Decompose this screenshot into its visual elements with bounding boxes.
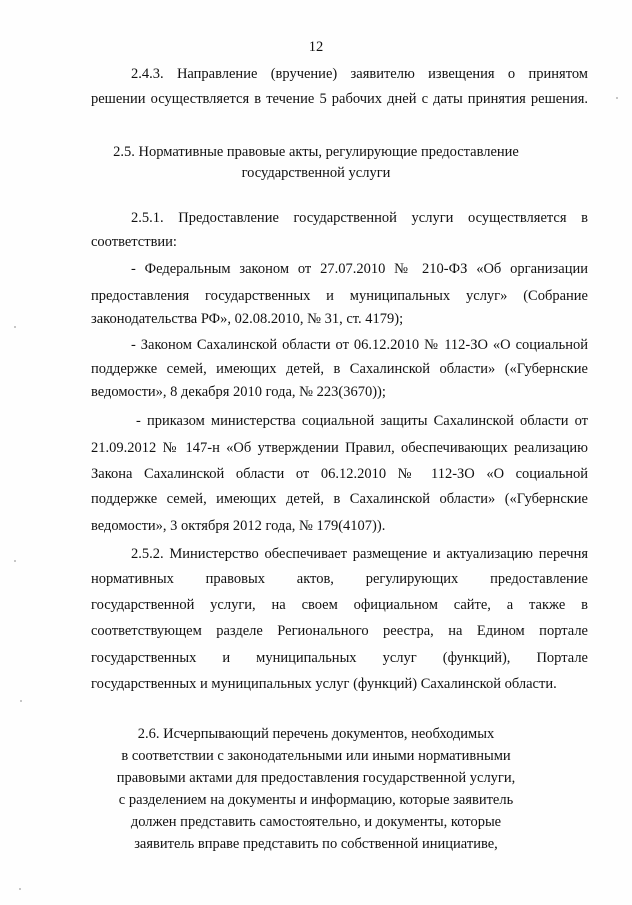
scan-speck xyxy=(20,700,22,702)
law-2-line-3: ведомости», 8 декабря 2010 года, № 223(3670)); xyxy=(91,384,386,400)
section-2-5-heading-line-1: 2.5. Нормативные правовые акты, регулирующие предоставление xyxy=(113,144,519,160)
paragraph-2-5-2-line-2: нормативных правовых актов, регулирующих предоставление xyxy=(91,571,588,587)
section-2-6-heading-line-1: 2.6. Исчерпывающий перечень документов, необходимых xyxy=(137,726,495,742)
paragraph-2-5-2-line-1: 2.5.2. Министерство обеспечивает размещение и актуализацию перечня xyxy=(131,546,588,562)
law-2-line-1: - Законом Сахалинской области от 06.12.2010 № 112-ЗО «О социальной xyxy=(131,337,588,353)
section-2-6-heading-line-5: должен представить самостоятельно, и документы, которые xyxy=(130,814,502,830)
page-number: 12 xyxy=(308,39,324,55)
law-3-line-2: 21.09.2012 № 147-н «Об утверждении Правил, обеспечивающих реализацию xyxy=(91,440,588,456)
law-3-line-1: - приказом министерства социальной защиты Сахалинской области от xyxy=(136,413,588,429)
section-2-6-heading-line-3: правовыми актами для предоставления государственной услуги, xyxy=(116,770,516,786)
paragraph-2-5-2-line-4: соответствующем разделе Регионального реестра, на Едином портале xyxy=(91,623,588,639)
paragraph-2-4-3-line-2: решении осуществляется в течение 5 рабочих дней с даты принятия решения. xyxy=(91,91,588,107)
paragraph-2-5-1-line-2: соответствии: xyxy=(91,234,177,250)
section-2-6-heading-line-4: с разделением на документы и информацию, которые заявитель xyxy=(118,792,514,808)
law-3-line-5: ведомости», 3 октября 2012 года, № 179(4107)). xyxy=(91,518,386,534)
paragraph-2-5-2-line-6: государственных и муниципальных услуг (функций) Сахалинской области. xyxy=(91,676,557,692)
paragraph-2-5-2-line-3: государственной услуги, на своем официальном сайте, а также в xyxy=(91,597,588,613)
scan-speck xyxy=(14,560,16,562)
law-3-line-3: Закона Сахалинской области от 06.12.2010 № 112-ЗО «О социальной xyxy=(91,466,588,482)
paragraph-2-5-2-line-5: государственных и муниципальных услуг (функций), Портале xyxy=(91,650,588,666)
scan-speck xyxy=(616,97,618,99)
paragraph-2-5-1-line-1: 2.5.1. Предоставление государственной услуги осуществляется в xyxy=(131,210,588,226)
law-1-line-1: - Федеральным законом от 27.07.2010 № 210-ФЗ «Об организации xyxy=(131,261,588,277)
law-1-line-3: законодательства РФ», 02.08.2010, № 31, ст. 4179); xyxy=(91,311,404,327)
section-2-5-heading-line-2: государственной услуги xyxy=(241,165,391,181)
section-2-6-heading-line-6: заявитель вправе представить по собственной инициативе, xyxy=(134,836,498,852)
paragraph-2-4-3-line-1: 2.4.3. Направление (вручение) заявителю извещения о принятом xyxy=(131,66,588,82)
section-2-6-heading-line-2: в соответствии с законодательными или иными нормативными xyxy=(121,748,511,764)
scan-speck xyxy=(14,326,16,328)
law-1-line-2: предоставления государственных и муниципальных услуг» (Собрание xyxy=(91,288,588,304)
law-2-line-2: поддержке семей, имеющих детей, в Сахалинской области» («Губернские xyxy=(91,361,588,377)
law-3-line-4: поддержке семей, имеющих детей, в Сахалинской области» («Губернские xyxy=(91,491,588,507)
scan-speck xyxy=(19,888,21,890)
